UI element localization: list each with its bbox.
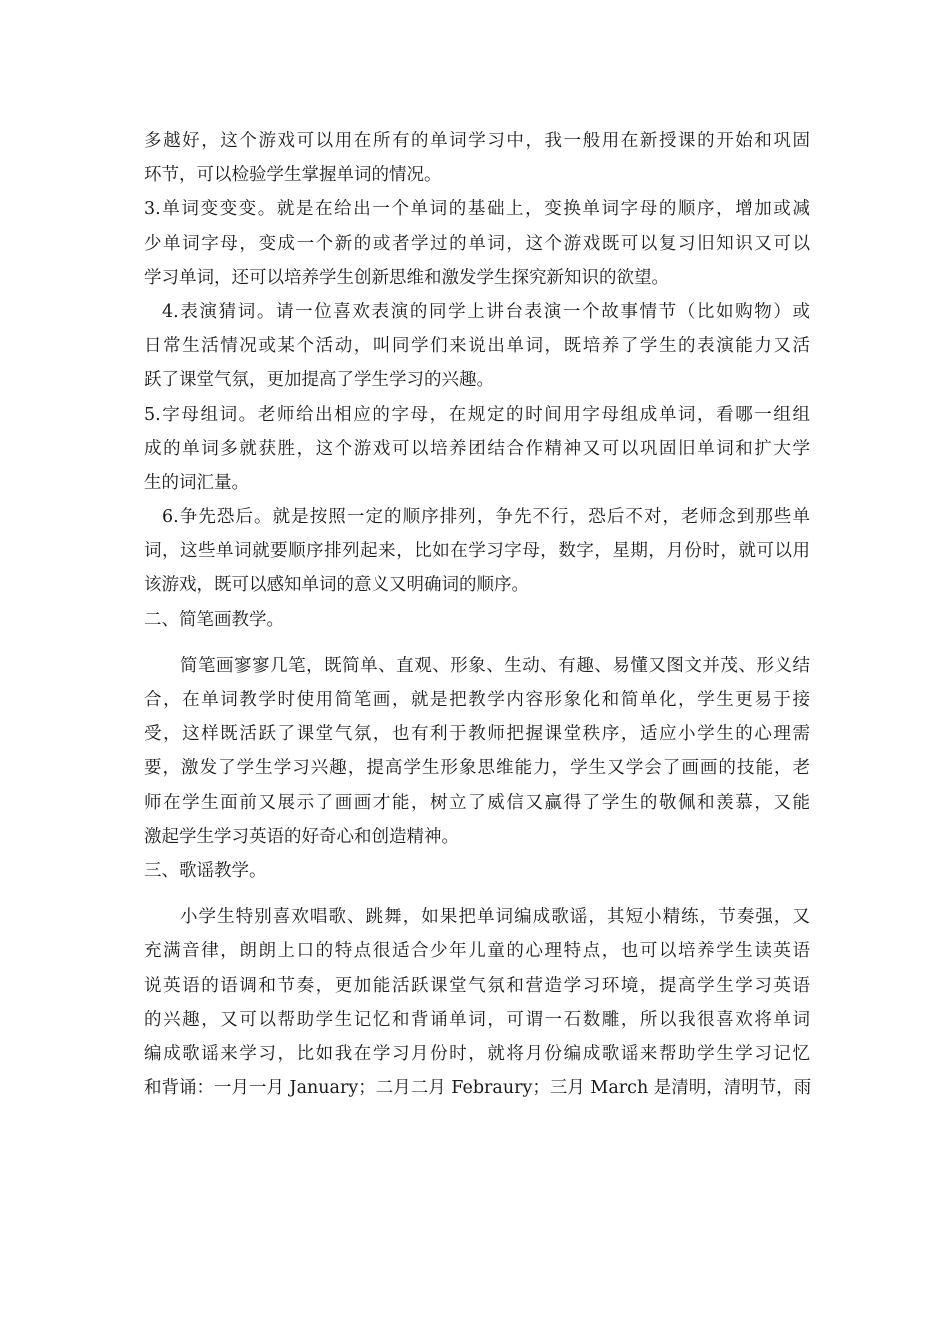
text-line: 日常生活情况或某个活动，叫同学们来说出单词，既培养了学生的表演能力又活 xyxy=(144,336,810,357)
text-line: 师在学生面前又展示了画画才能，树立了威信又赢得了学生的敬佩和羡慕，又能 xyxy=(144,792,810,813)
paragraph xyxy=(144,124,810,192)
text-line: 6.争先恐后。就是按照一定的顺序排列，争先不行，恐后不对，老师念到那些单 xyxy=(162,507,810,528)
paragraph xyxy=(144,649,810,854)
text-line: 合，在单词教学时使用简笔画，就是把教学内容形象化和简单化，学生更易于接 xyxy=(144,690,810,710)
text-line: 词，这些单词就要顺序排列起来，比如在学习字母，数字，星期，月份时，就可以用 xyxy=(144,541,810,562)
paragraph xyxy=(144,398,810,501)
section-heading xyxy=(144,603,810,637)
section-heading xyxy=(144,854,810,888)
text-line: 二、简笔画教学。 xyxy=(144,609,284,630)
text-line: 编成歌谣来学习，比如我在学习月份时，就将月份编成歌谣来帮助学生学习记忆 xyxy=(144,1043,810,1064)
text-line: 5.字母组词。老师给出相应的字母，在规定的时间用字母组成单词，看哪一组组 xyxy=(144,404,810,425)
text-line: 说英语的语调和节奏，更加能活跃课堂气氛和营造学习环境，提高学生学习英语 xyxy=(144,975,810,996)
paragraph xyxy=(144,295,810,398)
text-line: 的兴趣，又可以帮助学生记忆和背诵单词，可谓一石数雕，所以我很喜欢将单词 xyxy=(144,1009,810,1030)
text-line: 和背诵：一月一月 January；二月二月 Febraury；三月 March 是清明，清明节，雨 xyxy=(144,1078,812,1099)
text-line: 3.单词变变变。就是在给出一个单词的基础上，变换单词字母的顺序，增加或减 xyxy=(144,199,810,220)
paragraph xyxy=(144,500,810,603)
document-page xyxy=(144,124,810,1105)
text-line: 三、歌谣教学。 xyxy=(144,860,267,881)
text-line: 多越好，这个游戏可以用在所有的单词学习中，我一般用在新授课的开始和巩固 xyxy=(144,131,810,151)
text-line: 简笔画寥寥几笔，既简单、直观、形象、生动、有趣、易懂又图文并茂、形义结 xyxy=(180,655,810,676)
text-line: 小学生特别喜欢唱歌、跳舞，如果把单词编成歌谣，其短小精练，节奏强，又 xyxy=(180,907,810,928)
text-line: 充满音律，朗朗上口的特点很适合少年儿童的心理特点，也可以培养学生读英语 xyxy=(144,941,810,962)
text-line: 环节，可以检验学生掌握单词的情况。 xyxy=(144,165,442,186)
paragraph-spacer xyxy=(144,637,810,649)
text-line: 生的词汇量。 xyxy=(144,472,249,493)
text-line: 少单词字母，变成一个新的或者学过的单词，这个游戏既可以复习旧知识又可以 xyxy=(144,233,810,254)
text-line: 要，激发了学生学习兴趣，提高学生形象思维能力，学生又学会了画画的技能，老 xyxy=(144,758,810,779)
text-line: 该游戏，既可以感知单词的意义又明确词的顺序。 xyxy=(144,575,529,596)
text-line: 激起学生学习英语的好奇心和创造精神。 xyxy=(144,826,459,847)
paragraph xyxy=(144,900,810,1105)
text-line: 跃了课堂气氛，更加提高了学生学习的兴趣。 xyxy=(144,370,494,391)
text-line: 受，这样既活跃了课堂气氛，也有利于教师把握课堂秩序，适应小学生的心理需 xyxy=(144,724,810,745)
paragraph xyxy=(144,192,810,295)
text-line: 4.表演猜词。请一位喜欢表演的同学上讲台表演一个故事情节（比如购物）或 xyxy=(162,301,810,322)
text-line: 成的单词多就获胜，这个游戏可以培养团结合作精神又可以巩固旧单词和扩大学 xyxy=(144,438,810,459)
text-line: 学习单词，还可以培养学生创新思维和激发学生探究新知识的欲望。 xyxy=(144,267,669,288)
paragraph-spacer xyxy=(144,888,810,900)
